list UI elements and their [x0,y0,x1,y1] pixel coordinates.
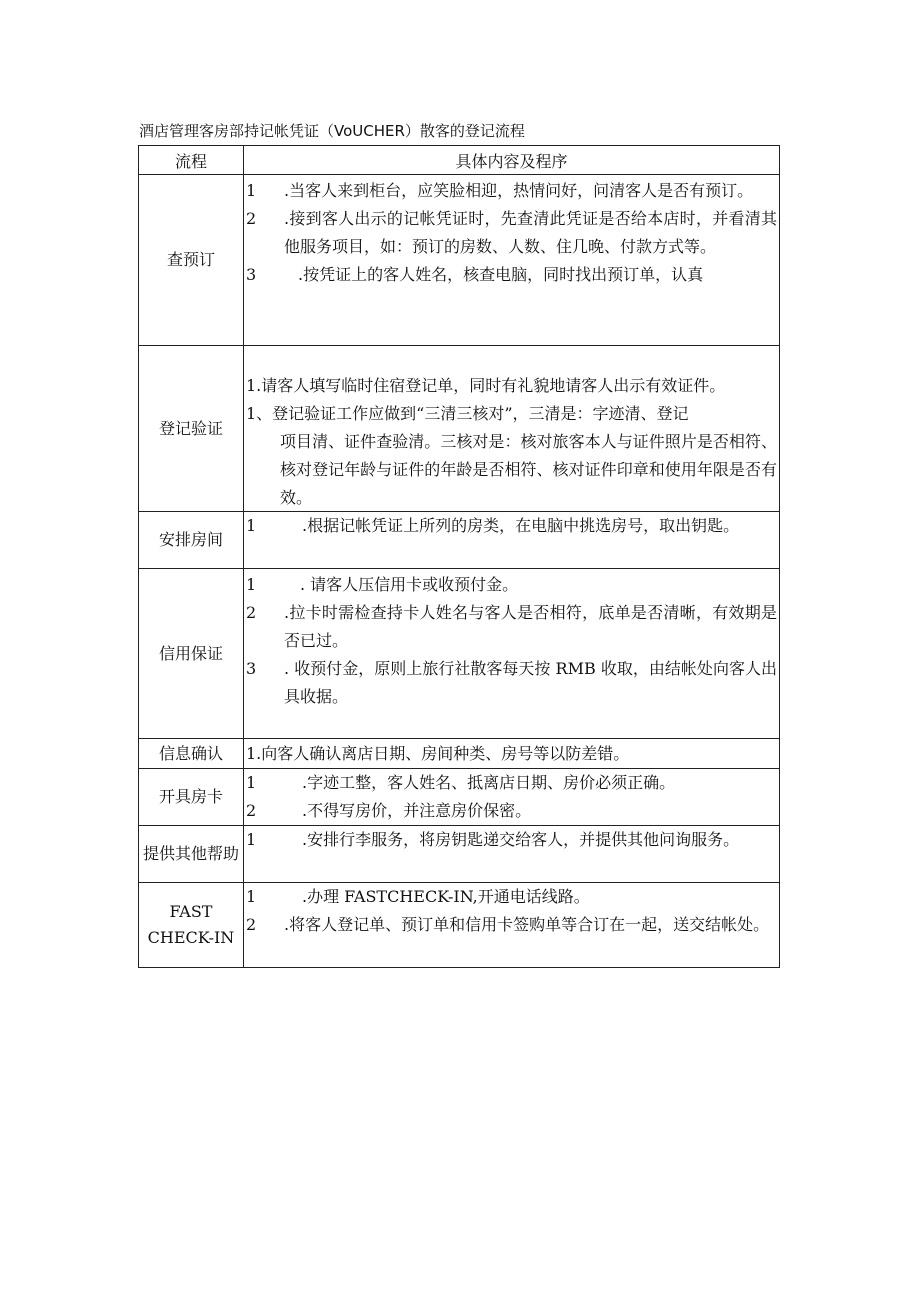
step-detail [244,769,780,826]
item-number: 3 [246,659,257,678]
step-detail [244,346,780,512]
procedure-table [138,145,780,968]
item-number: 1 [246,887,257,906]
table-row [139,769,780,826]
item-text: . 收预付金，原则上旅行社散客每天按 RMB 收取，由结帐处向客人出具收据。 [284,659,777,706]
step-detail [244,175,780,346]
item-number: 1 [246,181,257,200]
item-text: .将客人登记单、预订单和信用卡签购单等合订在一起，送交结帐处。 [284,915,770,934]
item-number: 1 [246,516,257,535]
step-label: 信用保证 [139,569,244,739]
step-label: 登记验证 [139,346,244,512]
step-label: 开具房卡 [139,769,244,826]
item-text: .拉卡时需检查持卡人姓名与客人是否相符，底单是否清晰，有效期是否已过。 [284,603,777,650]
header-detail: 具体内容及程序 [244,146,780,175]
step-detail [244,512,780,569]
list-item [244,769,779,797]
item-number: 3 [246,265,257,284]
table-row [139,346,780,512]
list-item [244,205,779,261]
table-row [139,175,780,346]
header-step: 流程 [139,146,244,175]
item-number: 1 [246,773,257,792]
item-text: .按凭证上的客人姓名，核查电脑，同时找出预订单，认真 [298,265,704,284]
item-number: 2 [246,603,257,622]
step-label: FAST CHECK-IN [139,883,244,968]
list-item [244,826,779,854]
list-item [244,911,779,939]
table-row [139,883,780,968]
item-text: .根据记帐凭证上所列的房类，在电脑中挑选房号，取出钥匙。 [302,516,740,535]
item-number: 2 [246,209,257,228]
list-item [244,571,779,599]
table-row [139,569,780,739]
item-text: .安排行李服务，将房钥匙递交给客人，并提供其他问询服务。 [302,830,740,849]
item-number: 2 [246,801,257,820]
detail-line: 1.向客人确认离店日期、房间种类、房号等以防差错。 [246,743,630,763]
step-detail [244,739,780,769]
table-row [139,512,780,569]
list-item [244,261,779,289]
item-text: .不得写房价，并注意房价保密。 [302,801,532,820]
list-item [244,797,779,825]
table-row [139,739,780,769]
list-item [244,883,779,911]
step-detail [244,569,780,739]
paragraph-head: 1、登记验证工作应做到“三清三核对”，三清是：字迹清、登记 [246,404,689,423]
detail-paragraph [244,400,779,511]
list-item [244,512,779,540]
list-item [244,177,779,205]
list-item [244,599,779,655]
item-text: .接到客人出示的记帐凭证时，先查清此凭证是否给本店时，并看清其他服务项目，如：预订的房数、人数、住几晚、付款方式等。 [284,209,777,256]
step-detail [244,883,780,968]
table-header-row [139,146,780,175]
detail-line: 1.请客人填写临时住宿登记单，同时有礼貌地请客人出示有效证件。 [246,376,726,395]
step-label: 信息确认 [139,739,244,769]
item-text: .当客人来到柜台，应笑脸相迎，热情问好，问清客人是否有预订。 [284,181,754,200]
item-text: . 请客人压信用卡或收预付金。 [300,575,519,594]
step-detail [244,826,780,883]
item-number: 2 [246,915,257,934]
paragraph-rest: 项目清、证件查验清。三核对是：核对旅客本人与证件照片是否相符、核对登记年龄与证件的年龄是否相符、核对证件印章和使用年限是否有效。 [280,432,777,507]
document-title: 酒店管理客房部持记帐凭证（VoUCHER）散客的登记流程 [139,122,525,140]
table-row [139,826,780,883]
step-label: 安排房间 [139,512,244,569]
item-text: .字迹工整，客人姓名、抵离店日期、房价必须正确。 [302,773,676,792]
step-label: 查预订 [139,175,244,346]
step-label: 提供其他帮助 [139,826,244,883]
list-item [244,655,779,711]
item-text: .办理 FASTCHECK-IN,开通电话线路。 [302,887,590,906]
item-number: 1 [246,830,257,849]
item-number: 1 [246,575,257,594]
